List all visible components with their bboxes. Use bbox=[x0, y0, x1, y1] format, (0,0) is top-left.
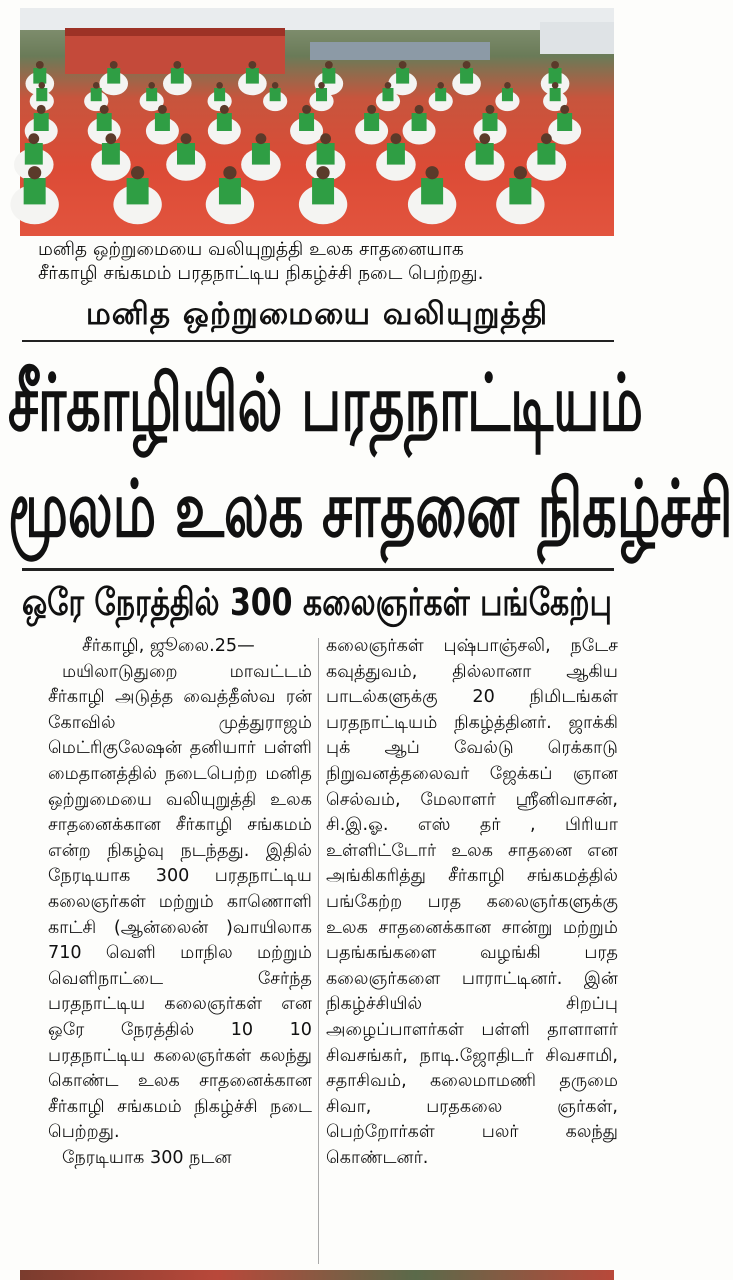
column-divider bbox=[318, 638, 319, 1264]
kicker-headline: மனித ஒற்றுமையை வலியுறுத்தி bbox=[85, 296, 549, 332]
caption-line-1: மனித ஒற்றுமையை வலியுறுத்தி உலக சாதனையாக bbox=[38, 239, 464, 260]
headline-line-1: சீர்காழியில் பரதநாட்டியம் bbox=[8, 357, 643, 449]
article-column-left bbox=[48, 634, 312, 1171]
next-photo-strip bbox=[20, 1270, 614, 1280]
caption-line-2: சீர்காழி சங்கமம் பரதநாட்டிய நிகழ்ச்சி நடை பெற்றது. bbox=[38, 263, 484, 284]
divider-line bbox=[22, 568, 614, 571]
article-paragraph: நேரடியாக 300 நடன bbox=[62, 1147, 232, 1168]
article-column-right bbox=[326, 634, 618, 1171]
news-photo bbox=[20, 8, 614, 236]
photo-caption bbox=[38, 238, 614, 286]
headline-line-2: மூலம் உலக சாதனை நிகழ்ச்சி bbox=[8, 463, 733, 555]
subheadline: ஒரே நேரத்தில் 300 கலைஞர்கள் பங்கேற்பு bbox=[22, 581, 612, 625]
article-paragraph: மயிலாடுதுறை மாவட்டம் சீர்காழி அடுத்த வைத்தீஸ்வ ரன் கோவில் முத்துராஜம் மெட்ரிகுலேஷன் தனியார் பள்ளி மைதானத்தில் நடைபெற்ற மனித ஒற்றுமையை வலியுறுத்தி உலக சாதனைக்கான சீர்காழி சங்கமம் என்ற நிகழ்வு நடந்தது. இதில் நேரடியாக 300 பரதநாட்டிய கலைஞர்கள் மற்றும் காணொளி காட்சி (ஆன்லைன் )வாயிலாக 710 வெளி மாநில மற்றும் வெளிநாட்டை சேர்ந்த பரதநாட்டிய கலைஞர்கள் என ஒரே நேரத்தில் 10 10 பரதநாட்டிய கலைஞர்கள் கலந்து கொண்ட உலக சாதனைக்கான சீர்காழி சங்கமம் நிகழ்ச்சி நடை பெற்றது. bbox=[48, 661, 312, 1143]
article-paragraph: கலைஞர்கள் புஷ்பாஞ்சலி, நடேச கவுத்துவம், தில்லானா ஆகிய பாடல்களுக்கு 20 நிமிடங்கள் பரதநாட்டியம் நிகழ்த்தினர். ஜாக்கி புக் ஆப் வேல்டு ரெக்காடு நிறுவனத்தலைவர் ஜேக்கப் ஞான செல்வம், மேலாளர் ஸ்ரீனிவாசன், சி.இ.ஓ. எஸ் தர் , பிரியா உள்ளிட்டோர் உலக சாதனை என அங்கிகரித்து சீர்காழி சங்கமத்தில் பங்கேற்ற பரத கலைஞர்களுக்கு உலக சாதனைக்கான சான்று மற்றும் பதங்கங்களை வழங்கி பரத கலைஞர்களை பாராட்டினர். இன் நிகழ்ச்சியில் சிறப்பு அழைப்பாளர்கள் பள்ளி தாளாளர் சிவசங்கர், நாடி.ஜோதிடர் சிவசாமி, சதாசிவம், கலைமாமணி தருமை சிவா, பரதகலை ஞர்கள், பெற்றோர்கள் பலர் கலந்து கொண்டனர். bbox=[326, 636, 618, 1168]
dateline: சீர்காழி, ஜூலை.25— bbox=[82, 636, 255, 656]
dance-performance-photo-icon bbox=[20, 8, 614, 236]
